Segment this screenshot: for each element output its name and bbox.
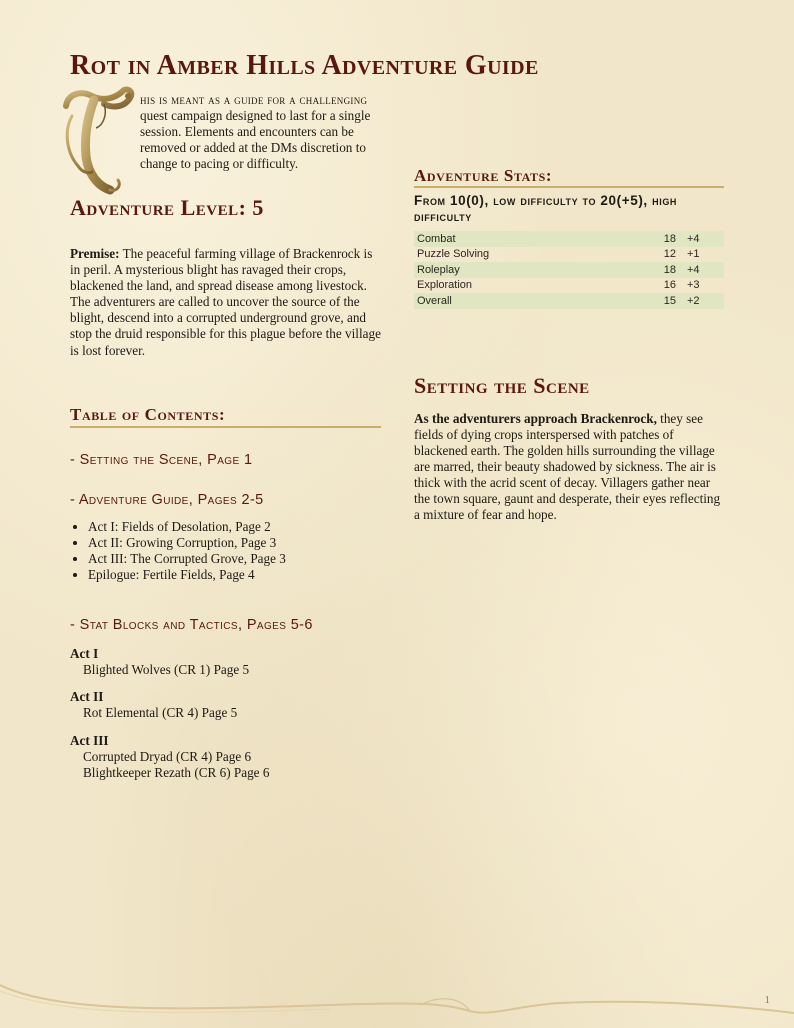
stats-subheading: From 10(0), low difficulty to 20(+5), high difficulty (414, 193, 678, 224)
stat-modifier: +3 (687, 279, 700, 292)
stat-name: Roleplay (414, 262, 633, 278)
toc-section-adventure-guide[interactable]: - Adventure Guide, Pages 2-5 (70, 492, 264, 508)
toc-act-entry[interactable]: Blighted Wolves (CR 1) Page 5 (83, 662, 250, 677)
table-row (414, 293, 724, 309)
toc-act-label: Act I (70, 646, 99, 661)
stat-score: 16 (663, 279, 676, 292)
toc-act-entry[interactable]: Rot Elemental (CR 4) Page 5 (83, 705, 238, 720)
stat-name: Combat (414, 231, 633, 247)
footer-ornament (0, 975, 794, 1028)
drop-cap-letter (58, 86, 138, 196)
intro-first-line: his is meant as a guide for a challenging (140, 92, 368, 107)
scene-text: they see fields of dying crops interspersed with patches of blackened earth. The golden hills surrounding the village are marred, their beauty shadowed by sickness. The air is thick with the acrid scent of decay. Villagers gather near the town square, gaunt and desperate, their eyes reflecting a mixture of fear and hope. (414, 411, 721, 522)
stat-modifier: +1 (687, 248, 700, 261)
stats-table (414, 231, 724, 309)
toc-act-group (70, 646, 249, 678)
toc-heading: Table of Contents: (70, 405, 226, 424)
stat-score: 18 (633, 231, 684, 247)
stats-heading-rule (414, 186, 724, 188)
toc-act-group (70, 689, 237, 721)
stat-name: Puzzle Solving (417, 248, 490, 261)
toc-guide-item[interactable]: • Act I: Fields of Desolation, Page 2 (88, 519, 286, 535)
toc-act-entry[interactable]: Blightkeeper Rezath (CR 6) Page 6 (83, 765, 270, 780)
table-row (414, 231, 724, 247)
toc-act-group (70, 733, 269, 781)
stat-score: 15 (633, 293, 684, 309)
stat-score: 18 (633, 262, 684, 278)
toc-section-setting-scene[interactable]: - Setting the Scene, Page 1 (70, 452, 253, 468)
intro-paragraph (140, 92, 380, 172)
drop-cap-text: T (108, 156, 109, 157)
premise-label: Premise: (70, 246, 120, 261)
toc-guide-item[interactable]: • Act II: Growing Corruption, Page 3 (88, 535, 286, 551)
stat-name: Exploration (417, 279, 473, 292)
table-row (414, 278, 724, 294)
toc-act-entry[interactable]: Corrupted Dryad (CR 4) Page 6 (83, 749, 252, 764)
intro-text: quest campaign designed to last for a single session. Elements and encounters can be removed or added at the DMs discretion to change to pacing or difficulty. (140, 108, 371, 171)
toc-act-label: Act III (70, 733, 109, 748)
table-row (414, 247, 724, 263)
stat-name: Overall (414, 293, 633, 309)
adventure-level-heading: Adventure Level: 5 (70, 195, 264, 220)
toc-act-label: Act II (70, 689, 104, 704)
toc-guide-item[interactable]: • Epilogue: Fertile Fields, Page 4 (88, 567, 286, 583)
page-title: Rot in Amber Hills Adventure Guide (70, 50, 539, 81)
toc-heading-rule (70, 426, 381, 428)
premise-paragraph (70, 246, 385, 359)
page-number: 1 (764, 994, 770, 1006)
toc-guide-item[interactable]: • Act III: The Corrupted Grove, Page 3 (88, 551, 286, 567)
stat-modifier: +2 (684, 293, 724, 309)
stats-heading: Adventure Stats: (414, 166, 553, 185)
table-row (414, 262, 724, 278)
toc-section-stat-blocks[interactable]: - Stat Blocks and Tactics, Pages 5-6 (70, 617, 313, 633)
premise-text: The peaceful farming village of Brackenrock is in peril. A mysterious blight has ravaged their crops, blackened the land, and spread disease among livestock. The adventurers are called to uncover the source of the blight, descend into a corrupted underground grove, and stop the druid responsible for this plague before the village is lost forever. (70, 246, 381, 358)
stat-modifier: +4 (684, 262, 724, 278)
setting-scene-heading: Setting the Scene (414, 373, 590, 398)
toc-guide-list (70, 519, 286, 583)
scene-paragraph (414, 411, 724, 523)
stat-modifier: +4 (684, 231, 724, 247)
scene-lead: As the adventurers approach Brackenrock, (414, 411, 657, 426)
stat-score: 12 (663, 248, 676, 261)
